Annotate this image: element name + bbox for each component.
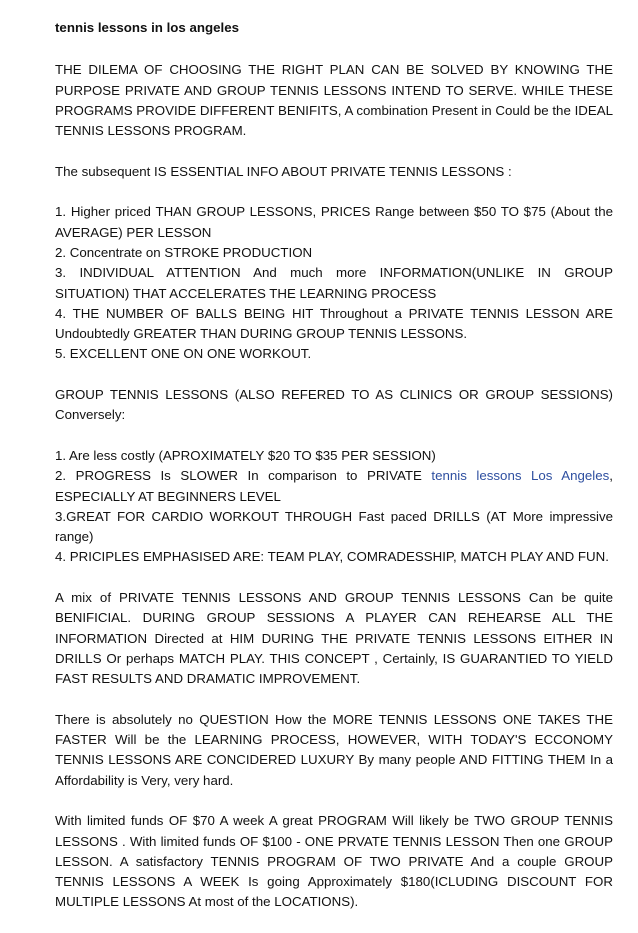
group-item-text: , ESPECIALLY AT BEGINNERS LEVEL <box>55 468 613 504</box>
question-paragraph: There is absolutely no QUESTION How the MORE TENNIS LESSONS ONE TAKES THE FASTER Will be the LEARNING PROCESS, HOWEVER, WITH TODAY'S ECCONOMY TENNIS LESSONS ARE CONCIDERED LUXURY By many people AND FITTING THEM In a Affordability is Very, very hard. <box>55 711 613 788</box>
mix-paragraph: A mix of PRIVATE TENNIS LESSONS AND GROUP TENNIS LESSONS Can be quite BENIFICIAL. DURING GROUP SESSIONS A PLAYER CAN REHEARSE ALL THE INFORMATION Directed at HIM DURING THE PRIVATE TENNIS LESSONS EITHER IN DRILLS Or perhaps MATCH PLAY. THIS CONCEPT , Certainly, IS GUARANTIED TO YIELD FAST RESULTS AND DRAMATIC IMPROVEMENT. <box>55 590 613 687</box>
document-title: tennis lessons in los angeles <box>55 20 240 35</box>
private-list-item: 1. Higher priced THAN GROUP LESSONS, PRICES Range between $50 TO $75 (About the AVERAGE) PER LESSON <box>55 204 613 240</box>
tennis-lessons-link[interactable]: tennis lessons Los Angeles <box>431 468 610 484</box>
group-lessons-list <box>55 446 613 568</box>
private-list-item: 3. INDIVIDUAL ATTENTION And much more INFORMATION(UNLIKE IN GROUP SITUATION) THAT ACCELERATES THE LEARNING PROCESS <box>55 265 613 301</box>
document-page <box>55 18 613 933</box>
private-list-item: 2. Concentrate on STROKE PRODUCTION <box>55 244 313 260</box>
private-list-item: 5. EXCELLENT ONE ON ONE WORKOUT. <box>55 346 312 362</box>
group-item-text: 2. PROGRESS Is SLOWER In comparison to PRIVATE <box>55 468 432 484</box>
group-list-item <box>55 466 613 507</box>
private-lessons-heading: The subsequent IS ESSENTIAL INFO ABOUT PRIVATE TENNIS LESSONS : <box>55 163 512 179</box>
group-lessons-heading: GROUP TENNIS LESSONS (ALSO REFERED TO AS CLINICS OR GROUP SESSIONS) Conversely: <box>55 387 613 423</box>
group-list-item: 4. PRICIPLES EMPHASISED ARE: TEAM PLAY, COMRADESSHIP, MATCH PLAY AND FUN. <box>55 549 609 565</box>
private-list-item: 4. THE NUMBER OF BALLS BEING HIT Throughout a PRIVATE TENNIS LESSON ARE Undoubtedly GREATER THAN DURING GROUP TENNIS LESSONS. <box>55 305 613 342</box>
private-lessons-list <box>55 202 613 364</box>
funds-paragraph: With limited funds OF $70 A week A great PROGRAM Will likely be TWO GROUP TENNIS LESSONS . With limited funds OF $100 - ONE PRVATE TENNIS LESSON Then one GROUP LESSON. A satisfactory TENNIS PROGRAM OF TWO PRIVATE And a couple GROUP TENNIS LESSONS A WEEK Is going Approximately $180(ICLUDING DISCOUNT FOR MULTIPLE LESSONS At most of the LOCATIONS). <box>55 813 613 910</box>
intro-paragraph: THE DILEMA OF CHOOSING THE RIGHT PLAN CAN BE SOLVED BY KNOWING THE PURPOSE PRIVATE AND GROUP TENNIS LESSONS INTEND TO SERVE. WHILE THESE PROGRAMS PROVIDE DIFFERENT BENIFITS, A combination Present in Could be the IDEAL TENNIS LESSONS PROGRAM. <box>55 62 613 139</box>
group-list-item: 3.GREAT FOR CARDIO WORKOUT THROUGH Fast paced DRILLS (AT More impressive range) <box>55 508 613 545</box>
group-list-item: 1. Are less costly (APROXIMATELY $20 TO $35 PER SESSION) <box>55 447 436 463</box>
